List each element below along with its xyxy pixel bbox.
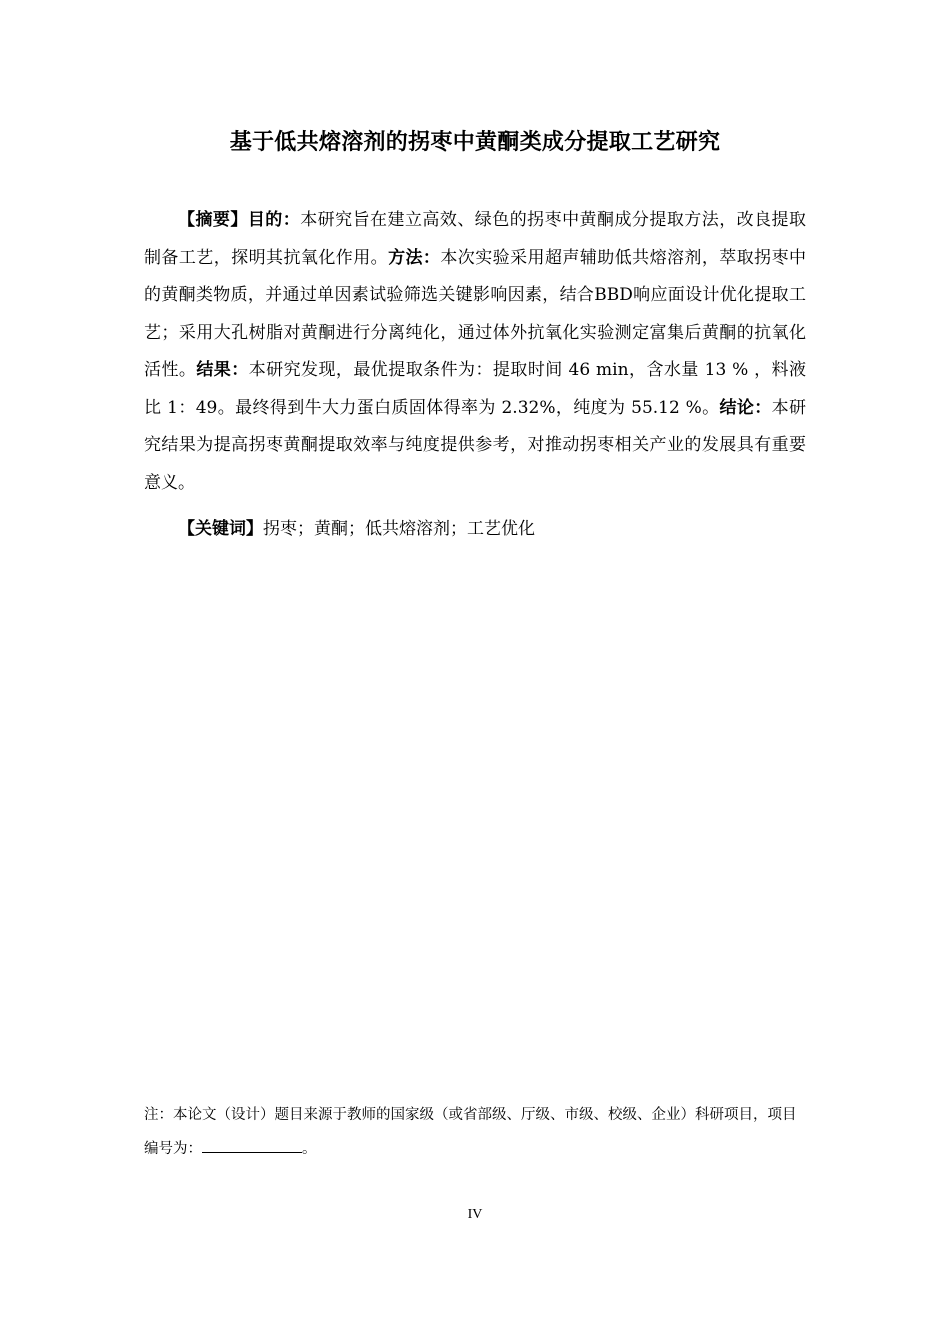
methods-text: 本次实验采用超声辅助低共熔溶剂，萃取拐枣中的黄酮类物质，并通过单因素试验筛选关键影响因素，结合BBD响应面设计优化提取工艺；采用大孔树脂对黄酮进行分离纯化，通过体外抗氧化实验测定富集后黄酮的抗氧化活性。 [144,247,807,380]
abstract-label: 【摘要】 [178,210,248,230]
conclusion-label: 结论： [719,397,772,418]
abstract-paragraph [144,202,806,502]
keywords-paragraph [144,511,806,549]
project-number-blank [202,1140,302,1153]
methods-label: 方法： [388,247,441,268]
footnote [144,1098,806,1166]
page-title: 基于低共熔溶剂的拐枣中黄酮类成分提取工艺研究 [229,130,721,155]
keywords-text: 拐枣；黄酮；低共熔溶剂；工艺优化 [263,519,535,539]
objective-text: 本研究旨在建立高效、绿色的拐枣中黄酮成分提取方法，改良提取制备工艺，探明其抗氧化作用。 [144,210,807,268]
footnote-end: 。 [302,1141,317,1157]
results-text: 本研究发现，最优提取条件为：提取时间 46 min，含水量 13 % ，料液比 1：49。最终得到牛大力蛋白质固体得率为 2.32%，纯度为 55.12 %。 [144,360,807,418]
keywords-label: 【关键词】 [178,519,263,539]
objective-label: 目的： [247,210,301,230]
page-number: IV [467,1207,483,1222]
results-label: 结果： [196,360,249,380]
footnote-text: 注：本论文（设计）题目来源于教师的国家级（或省部级、厅级、市级、校级、企业）科研项目，项目编号为： [144,1107,797,1157]
conclusion-text: 本研究结果为提高拐枣黄酮提取效率与纯度提供参考，对推动拐枣相关产业的发展具有重要意义。 [144,397,806,493]
